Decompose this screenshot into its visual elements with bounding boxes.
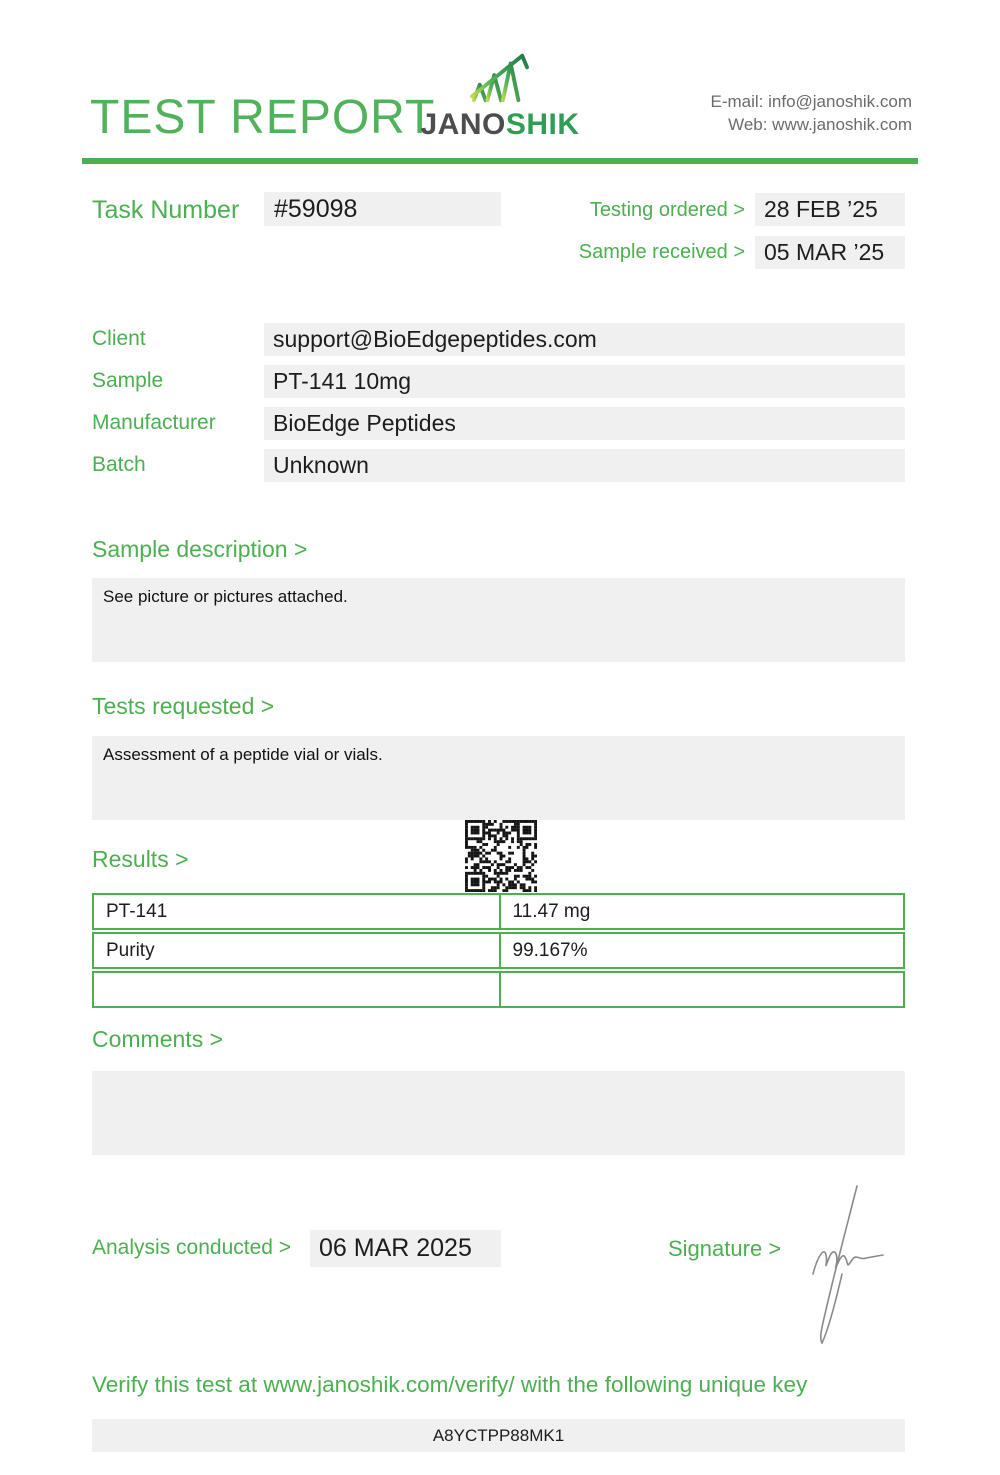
result-name-cell: Purity: [106, 940, 155, 961]
signature-image: [795, 1178, 905, 1350]
logo-text-jano: JANO: [420, 108, 506, 141]
sample-value: PT-141 10mg: [264, 365, 905, 398]
logo-chart-icon: [465, 48, 535, 106]
comments-box: [92, 1071, 905, 1155]
contact-web: Web: www.janoshik.com: [728, 115, 912, 134]
sample-received-value: 05 MAR ’25: [755, 236, 905, 269]
table-row: [92, 971, 905, 1008]
page-title: TEST REPORT: [90, 91, 436, 144]
testing-ordered-label: Testing ordered >: [589, 199, 745, 221]
client-value: support@BioEdgepeptides.com: [264, 323, 905, 356]
manufacturer-value: BioEdge Peptides: [264, 407, 905, 440]
result-name-cell: [94, 973, 499, 1006]
client-label: Client: [92, 327, 146, 350]
qr-code: [465, 820, 537, 892]
result-value-cell: 99.167%: [499, 934, 904, 967]
verify-text: Verify this test at www.janoshik.com/verify/ with the following unique key: [92, 1372, 808, 1397]
brand-logo: [420, 48, 580, 142]
analysis-date-value: 06 MAR 2025: [310, 1230, 501, 1267]
header-divider: [82, 158, 918, 164]
result-name-cell: PT-141: [106, 901, 168, 922]
task-number-value: #59098: [264, 192, 501, 226]
result-value-cell: 11.47 mg: [499, 895, 904, 928]
manufacturer-label: Manufacturer: [92, 411, 216, 434]
testing-ordered-value: 28 FEB ’25: [755, 193, 905, 226]
analysis-conducted-label: Analysis conducted >: [92, 1236, 292, 1259]
sample-received-label: Sample received >: [578, 241, 745, 263]
table-row: [92, 932, 905, 969]
tests-requested-box: Assessment of a peptide vial or vials.: [92, 736, 905, 820]
tests-requested-heading: Tests requested >: [92, 693, 275, 719]
task-number-label: Task Number: [92, 196, 240, 224]
logo-wordmark: [420, 108, 580, 142]
logo-text-shik: SHIK: [505, 108, 580, 141]
sample-description-box: See picture or pictures attached.: [92, 578, 905, 662]
contact-email: E-mail: info@janoshik.com: [710, 92, 912, 111]
sample-description-heading: Sample description >: [92, 536, 308, 562]
verify-key-box: A8YCTPP88MK1: [92, 1419, 905, 1452]
batch-label: Batch: [92, 453, 146, 476]
result-value-cell: [499, 973, 904, 1006]
results-table: [92, 893, 905, 1010]
batch-value: Unknown: [264, 449, 905, 482]
results-heading: Results >: [92, 846, 189, 872]
contact-info: [711, 90, 913, 136]
sample-label: Sample: [92, 369, 164, 392]
comments-heading: Comments >: [92, 1026, 224, 1052]
table-row: [92, 893, 905, 930]
signature-label: Signature >: [668, 1236, 782, 1261]
